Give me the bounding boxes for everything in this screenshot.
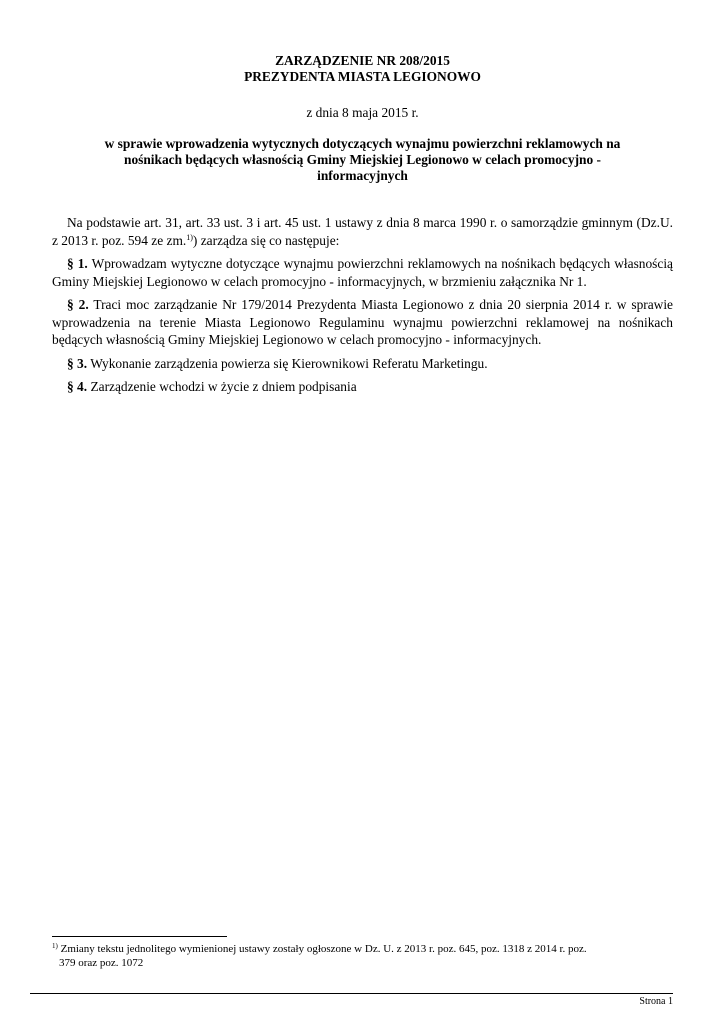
subject-line-3: informacyjnych <box>317 168 408 183</box>
section-1-text: Wprowadzam wytyczne dotyczące wynajmu powierzchni reklamowych na nośnikach będących własnością Gminy Miejskiej Legionowo w celach promocyjno - informacyjnych, w brzmieniu załącznika Nr 1. <box>52 256 673 289</box>
intro-paragraph <box>52 214 673 249</box>
document-subject <box>52 136 673 184</box>
footer-divider <box>30 993 673 994</box>
section-4 <box>52 378 673 396</box>
section-2-mark: § 2. <box>67 297 89 312</box>
subject-line-2: nośnikach będących własnością Gminy Miejskiej Legionowo w celach promocyjno - <box>124 152 601 167</box>
footnote-line-2: 379 oraz poz. 1072 <box>59 957 144 969</box>
footnote-reference: 1) <box>186 232 193 242</box>
subject-line-1: w sprawie wprowadzenia wytycznych dotyczących wynajmu powierzchni reklamowych na <box>104 136 621 151</box>
footnote-text-1: Zmiany tekstu jednolitego wymienionej ustawy zostały ogłoszone w Dz. U. z 2013 r. poz. 645, poz. 1318 z 2014 r. poz. <box>60 943 587 955</box>
document-body <box>52 214 673 402</box>
footnote-mark: 1) <box>52 942 58 950</box>
page-number: Strona 1 <box>639 996 673 1007</box>
document-date: z dnia 8 maja 2015 r. <box>306 105 419 120</box>
section-2-text: Traci moc zarządzanie Nr 179/2014 Prezydenta Miasta Legionowo z dnia 20 sierpnia 2014 r. w sprawie wprowadzenia na terenie Miasta Legionowo Regulaminu wynajmu powierzchni reklamowej na nośnikach będących własnością Gminy Miejskiej Legionowo w celach promocyjno - informacyjnych. <box>52 297 674 347</box>
intro-text: Na podstawie art. 31, art. 33 ust. 3 i art. 45 ust. 1 ustawy z dnia 8 marca 1990 r. o samorządzie gminnym (Dz.U. z 2013 r. poz. 594 ze zm. <box>52 215 673 248</box>
title-line-2: PREZYDENTA MIASTA LEGIONOWO <box>244 69 481 84</box>
section-3-text: Wykonanie zarządzenia powierza się Kierownikowi Referatu Marketingu. <box>87 355 488 371</box>
intro-text-end: ) zarządza się co następuje: <box>192 232 340 248</box>
footnote-divider <box>52 936 227 937</box>
section-3 <box>52 355 673 373</box>
section-1-mark: § 1. <box>67 256 88 271</box>
section-4-mark: § 4. <box>67 379 88 394</box>
section-3-mark: § 3. <box>67 355 88 371</box>
section-1 <box>52 255 673 290</box>
document-title <box>52 53 673 85</box>
footnote <box>52 942 673 970</box>
footnote-line-1 <box>52 942 673 956</box>
section-2 <box>52 296 673 349</box>
title-line-1: ZARZĄDZENIE NR 208/2015 <box>275 53 450 68</box>
section-4-text: Zarządzenie wchodzi w życie z dniem podpisania <box>87 379 357 394</box>
